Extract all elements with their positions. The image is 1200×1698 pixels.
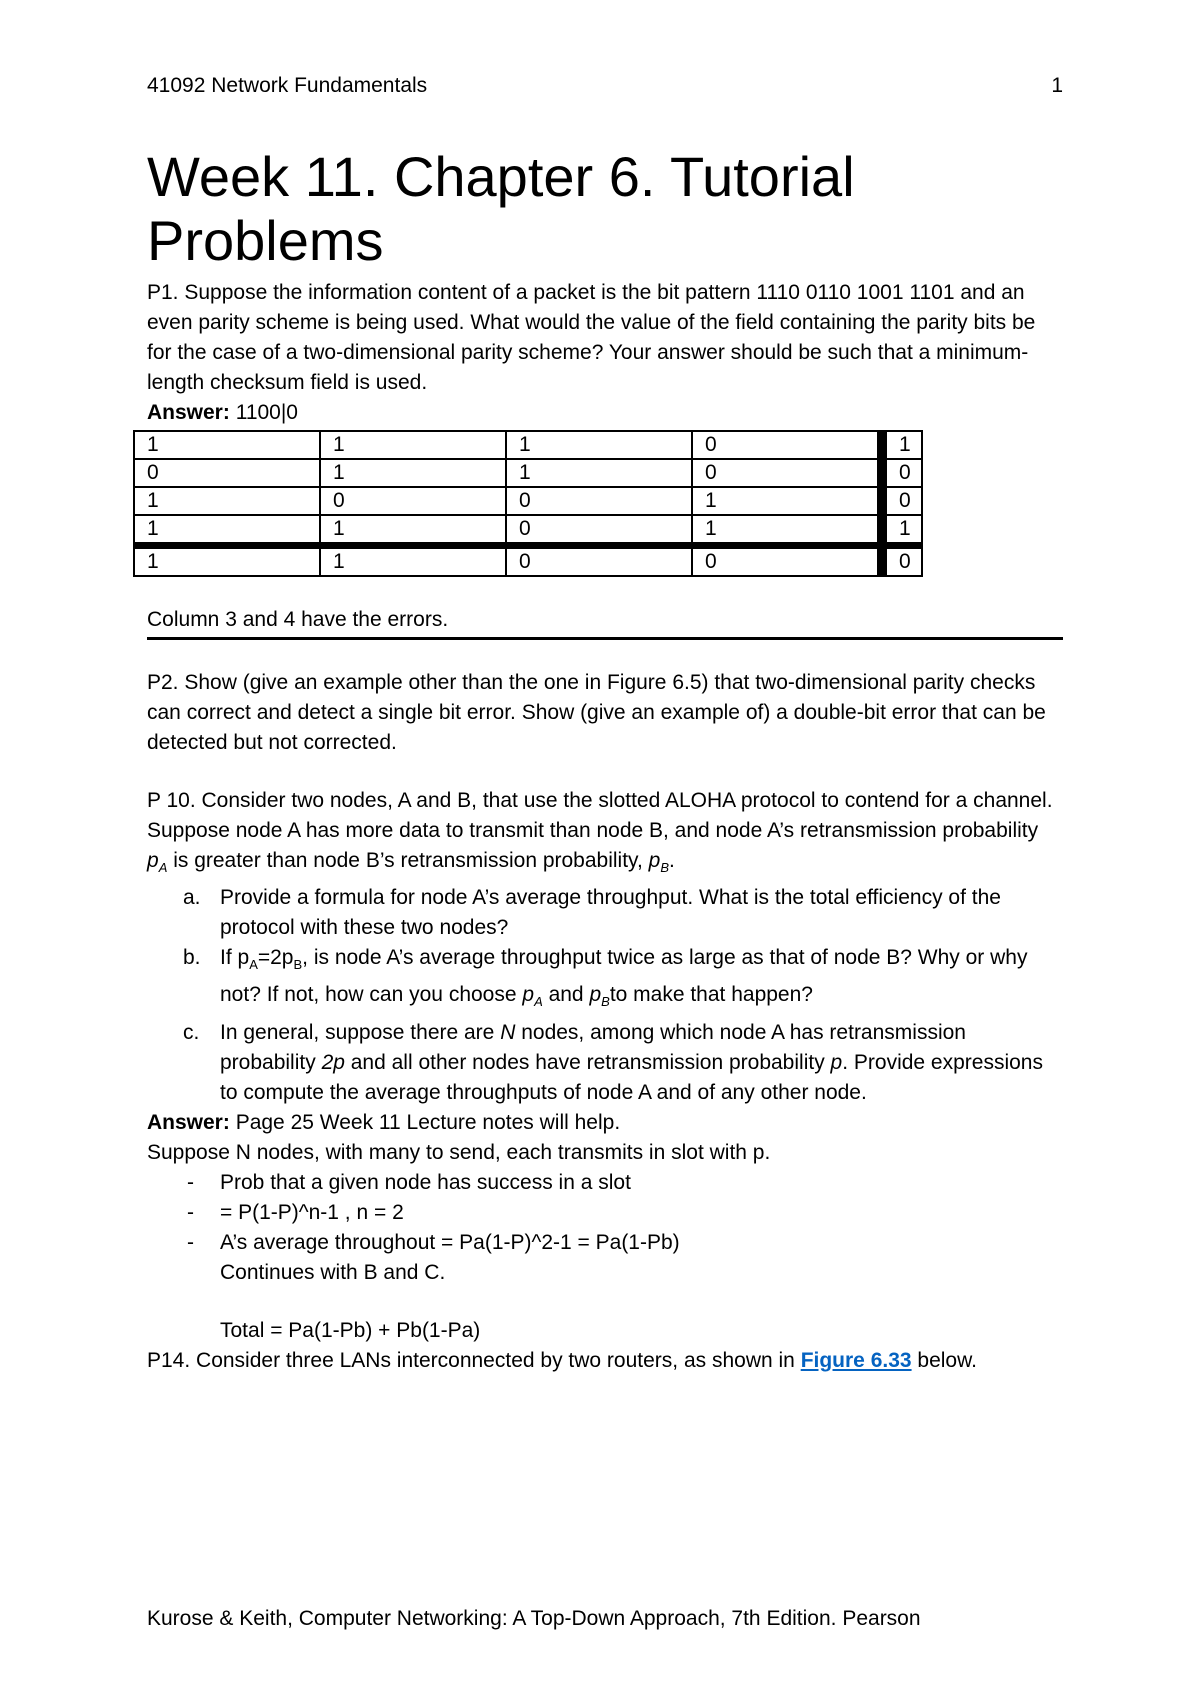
item-label: a. <box>183 886 201 910</box>
item-label: c. <box>183 1020 200 1044</box>
table-cell: 0 <box>134 459 320 487</box>
list-item <box>147 1168 1063 1198</box>
table-row <box>134 431 922 459</box>
list-item <box>147 1198 1063 1228</box>
table-cell: 1 <box>692 487 882 515</box>
parity-cell: 0 <box>882 546 922 577</box>
figure-link[interactable]: Figure 6.33 <box>800 1348 912 1372</box>
table-cell: 0 <box>506 515 692 546</box>
table-cell: 1 <box>134 487 320 515</box>
p10-answer-text: Page 25 Week 11 Lecture notes will help. <box>229 1110 621 1134</box>
p1-answer-value: 1100|0 <box>229 401 298 424</box>
table-cell: 1 <box>320 546 506 577</box>
pb-subscript: B <box>660 860 670 876</box>
spacer <box>147 577 1063 605</box>
item-symbol: N <box>500 1020 516 1044</box>
p10-answer-bullets <box>147 1168 1063 1258</box>
bullet-text: A’s average throughout = Pa(1-P)^2-1 = Pa(1-Pb) <box>220 1230 680 1254</box>
page-footer: Kurose & Keith, Computer Networking: A Top-Down Approach, 7th Edition. Pearson <box>147 1607 921 1630</box>
item-subscript: A <box>534 994 543 1010</box>
table-row-parity <box>134 546 922 577</box>
parity-cell: 0 <box>882 459 922 487</box>
table-cell: 1 <box>320 459 506 487</box>
parity-cell: 1 <box>882 431 922 459</box>
p1-question: P1. Suppose the information content of a packet is the bit pattern 1110 0110 1001 1101 and an even parity scheme is being used. What would the value of the field containing the parity bits be for the case of a two-dimensional parity scheme? Your answer should be such that a minimum-length checksum field is used. <box>147 281 1036 394</box>
p10-intro-text: . <box>669 849 675 872</box>
page-header <box>147 74 1063 98</box>
item-symbol: p <box>589 983 602 1007</box>
parity-cell: 0 <box>882 487 922 515</box>
bullet-text: Prob that a given node has success in a slot <box>220 1170 631 1194</box>
list-item <box>147 943 1063 1017</box>
p10-continues: Continues with B and C. <box>220 1260 446 1284</box>
table-row <box>134 515 922 546</box>
table-cell: 1 <box>506 431 692 459</box>
item-symbol: p <box>830 1050 843 1074</box>
pb-symbol: p <box>648 849 661 872</box>
list-item <box>147 1018 1063 1108</box>
table-cell: 0 <box>506 487 692 515</box>
document-body <box>147 278 1063 1376</box>
item-text: =2p <box>257 946 294 970</box>
table-cell: 1 <box>134 546 320 577</box>
table-cell: 1 <box>134 515 320 546</box>
parity-cell: 1 <box>882 515 922 546</box>
dash-marker: - <box>187 1200 194 1224</box>
p14-text: below. <box>911 1348 977 1372</box>
item-label: b. <box>183 946 201 970</box>
table-cell: 1 <box>320 515 506 546</box>
spacer <box>147 758 1063 786</box>
p2-question: P2. Show (give an example other than the one in Figure 6.5) that two-dimensional parity checks can correct and detect a single bit error. Show (give an example of) a double-bit error that can be detected but not corrected. <box>147 671 1046 754</box>
table-row <box>134 459 922 487</box>
item-text: Provide a formula for node A’s average throughput. What is the total efficiency of the protocol with these two nodes? <box>220 886 1001 940</box>
p1-answer-label: Answer: <box>147 401 230 424</box>
p10-total: Total = Pa(1-Pb) + Pb(1-Pa) <box>220 1318 481 1342</box>
p10-answer <box>147 1108 1063 1138</box>
item-text: and all other nodes have retransmission probability <box>344 1050 831 1074</box>
item-text: . Provide expressions to compute the average throughputs of node A and of any other node. <box>220 1050 1043 1104</box>
item-symbol: p <box>522 983 535 1007</box>
p10-intro-text: is greater than node B’s retransmission probability, <box>167 849 649 872</box>
item-text: nodes, among which node A has retransmission probability <box>220 1020 966 1074</box>
spacer <box>147 1288 1063 1316</box>
item-symbol: 2p <box>321 1050 345 1074</box>
p10-intro <box>147 786 1063 883</box>
item-text: and <box>542 983 590 1007</box>
page-number: 1 <box>1051 74 1063 97</box>
item-subscript: B <box>293 957 303 973</box>
p1-answer <box>147 398 1063 428</box>
dash-marker: - <box>187 1230 194 1254</box>
item-subscript: B <box>601 994 610 1010</box>
table-cell: 0 <box>692 546 882 577</box>
spacer <box>147 640 1063 668</box>
pa-subscript: A <box>158 860 168 876</box>
p14-question <box>147 1346 1063 1376</box>
table-cell: 1 <box>134 431 320 459</box>
course-title: 41092 Network Fundamentals <box>147 74 428 97</box>
item-text: to make that happen? <box>609 983 813 1007</box>
p14-text: P14. Consider three LANs interconnected by two routers, as shown in <box>147 1348 801 1372</box>
item-subscript: A <box>249 957 258 973</box>
table-cell: 1 <box>506 459 692 487</box>
table-cell: 0 <box>320 487 506 515</box>
table-cell: 1 <box>320 431 506 459</box>
item-text: In general, suppose there are <box>220 1020 501 1044</box>
dash-marker: - <box>187 1170 194 1194</box>
table-row <box>134 487 922 515</box>
parity-table <box>133 430 923 577</box>
p10-subquestions <box>147 883 1063 1107</box>
table-cell: 0 <box>506 546 692 577</box>
list-item <box>147 1228 1063 1258</box>
page-title: Week 11. Chapter 6. Tutorial Problems <box>147 145 855 272</box>
list-item <box>147 883 1063 943</box>
p10-intro-text: P 10. Consider two nodes, A and B, that use the slotted ALOHA protocol to contend for a channel. Suppose node A has more data to transmit than node B, and node A’s retransmission probability <box>147 789 1053 842</box>
p10-answer-label: Answer: <box>147 1110 230 1134</box>
item-text: , is node A’s average throughput twice as large as that of node B? Why or why not? If not, how can you choose <box>220 946 1028 1007</box>
p10-answer-line: Suppose N nodes, with many to send, each transmits in slot with p. <box>147 1140 771 1164</box>
table-cell: 1 <box>692 515 882 546</box>
item-text: If p <box>220 946 250 970</box>
bullet-text: = P(1-P)^n-1 , n = 2 <box>220 1200 404 1224</box>
table-cell: 0 <box>692 431 882 459</box>
pa-symbol: p <box>147 849 159 872</box>
table-cell: 0 <box>692 459 882 487</box>
p1-note: Column 3 and 4 have the errors. <box>147 605 1063 640</box>
